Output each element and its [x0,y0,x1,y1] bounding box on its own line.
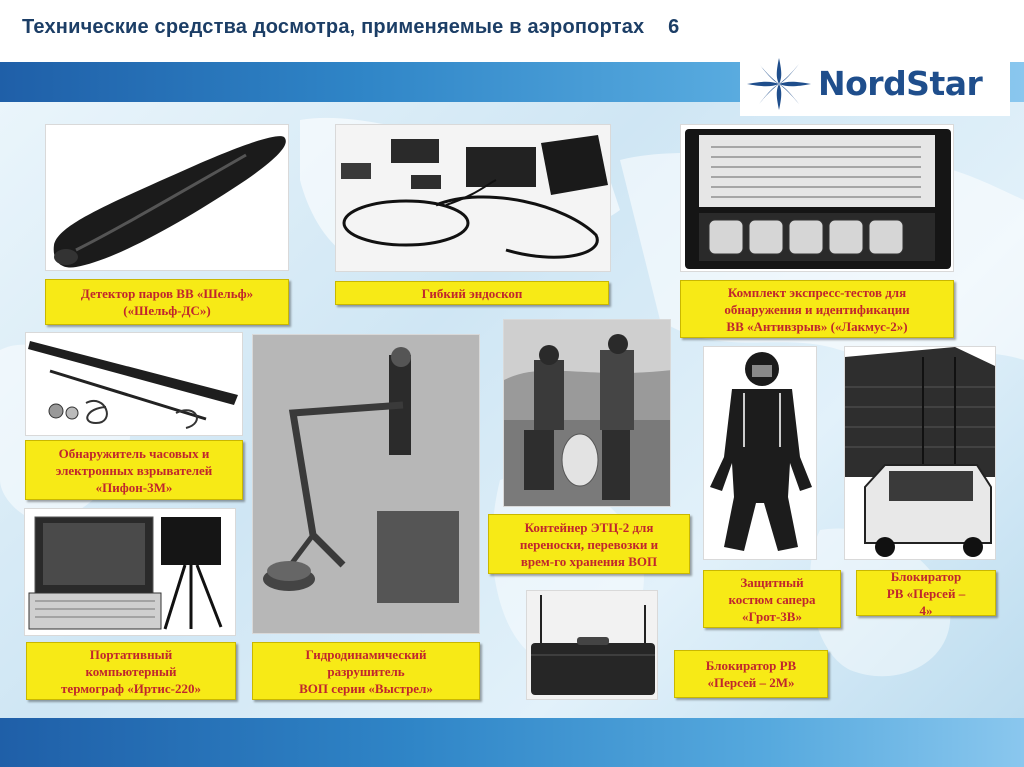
caption-line: 4» [919,602,933,618]
caption-persey2m [674,650,828,698]
caption-line: «Пифон-3М» [95,479,173,495]
vapor-detector-photo [45,124,289,271]
caption-line: ВВ «Антивзрыв» («Лакмус-2») [726,318,908,334]
caption-line: электронных взрывателей [55,462,213,478]
caption-line: Гибкий эндоскоп [421,285,523,301]
caption-vystrel [252,642,480,700]
test-kit-photo [680,124,954,272]
caption-line: термограф «Иртис-220» [61,680,201,696]
caption-line: Блокиратор РВ [705,658,797,673]
page-number: 6 [668,16,680,38]
caption-pifon [25,440,243,500]
caption-line: переноски, перевозки и [519,536,659,552]
jammer-case-photo [526,590,658,700]
container-photo [503,319,671,507]
footer-band [0,718,1024,767]
caption-line: Контейнер ЭТЦ-2 для [524,519,654,535]
caption-line: Блокиратор [890,568,962,584]
thermograph-photo [24,508,236,636]
nordstar-logo [740,50,1010,116]
clock-detector-photo [25,332,243,436]
caption-grot [703,570,841,628]
caption-line: обнаружения и идентификации [724,301,910,317]
caption-shelf [45,279,289,325]
caption-line: костюм сапера [728,591,816,607]
caption-line: разрушитель [327,663,405,679]
logo-text: NordStar [818,64,983,103]
jammer-car-photo [844,346,996,560]
caption-line: Обнаружитель часовых и [58,445,210,461]
caption-etc2 [488,514,690,574]
caption-line: РВ «Персей – [886,585,966,601]
caption-line: врем-го хранения ВОП [520,553,658,569]
caption-irtis [26,642,236,700]
caption-persey4 [856,570,996,616]
caption-line: компьютерный [85,663,177,679]
page-title [22,16,679,39]
caption-line: Детектор паров ВВ «Шельф» [80,286,254,301]
title-text: Технические средства досмотра, применяемые в аэропортах [22,16,645,38]
caption-line: («Шельф-ДС») [123,303,211,318]
endoscope-photo [335,124,611,272]
caption-line: Гидродинамический [305,646,427,662]
caption-line: «Персей – 2М» [707,675,795,690]
caption-endoscope [335,281,609,305]
caption-antivzryv [680,280,954,338]
caption-line: Портативный [89,646,173,662]
caption-line: Комплект экспресс-тестов для [727,284,907,300]
bomb-suit-photo [703,346,817,560]
nordstar-star-icon [744,54,814,114]
caption-line: «Грот-3В» [742,608,802,624]
caption-line: Защитный [740,574,804,590]
caption-line: ВОП серии «Выстрел» [299,680,433,696]
disruptor-photo [252,334,480,634]
